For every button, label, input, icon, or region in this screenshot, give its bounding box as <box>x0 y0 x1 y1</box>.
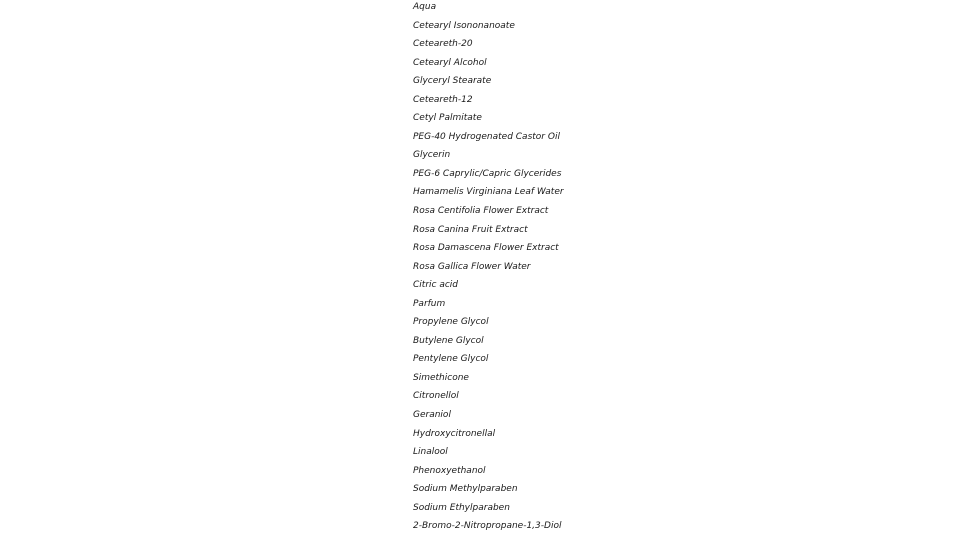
ingredient-item: Sodium Methylparaben <box>413 484 518 495</box>
ingredient-item: Citric acid <box>413 280 458 291</box>
ingredient-item: PEG-6 Caprylic/Capric Glycerides <box>413 168 562 179</box>
ingredient-item: Aqua <box>413 2 437 12</box>
ingredient-item: Sodium Ethylparaben <box>413 502 510 513</box>
ingredient-item: Propylene Glycol <box>413 317 489 328</box>
ingredient-item: Pentylene Glycol <box>413 354 489 365</box>
ingredient-item: Hydroxycitronellal <box>413 428 496 439</box>
ingredient-item: Simethicone <box>413 372 469 383</box>
ingredient-item: Cetearyl Alcohol <box>413 57 487 68</box>
ingredient-item: Butylene Glycol <box>413 335 484 346</box>
ingredient-item: Ceteareth-20 <box>413 39 473 50</box>
ingredient-item: Rosa Gallica Flower Water <box>413 261 531 272</box>
ingredient-item: Geraniol <box>413 410 451 421</box>
ingredient-item: Rosa Canina Fruit Extract <box>413 224 528 235</box>
ingredient-item: Ceteareth-12 <box>413 94 473 105</box>
ingredient-item: Hamamelis Virginiana Leaf Water <box>413 187 564 198</box>
ingredient-item: PEG-40 Hydrogenated Castor Oil <box>413 131 560 142</box>
ingredient-item: Rosa Centifolia Flower Extract <box>413 206 549 217</box>
ingredient-item: Cetearyl Isononanoate <box>413 20 515 31</box>
ingredient-item: Rosa Damascena Flower Extract <box>413 243 559 254</box>
ingredient-item: Parfum <box>413 298 446 309</box>
ingredient-item: Cetyl Palmitate <box>413 113 482 124</box>
ingredient-item: 2-Bromo-2-Nitropropane-1,3-Diol <box>413 521 562 532</box>
ingredient-item: Phenoxyethanol <box>413 465 486 476</box>
ingredient-list <box>413 0 564 536</box>
ingredient-item: Linalool <box>413 447 448 458</box>
ingredient-item: Citronellol <box>413 391 459 402</box>
ingredient-item: Glyceryl Stearate <box>413 76 492 87</box>
ingredient-item: Glycerin <box>413 150 451 161</box>
